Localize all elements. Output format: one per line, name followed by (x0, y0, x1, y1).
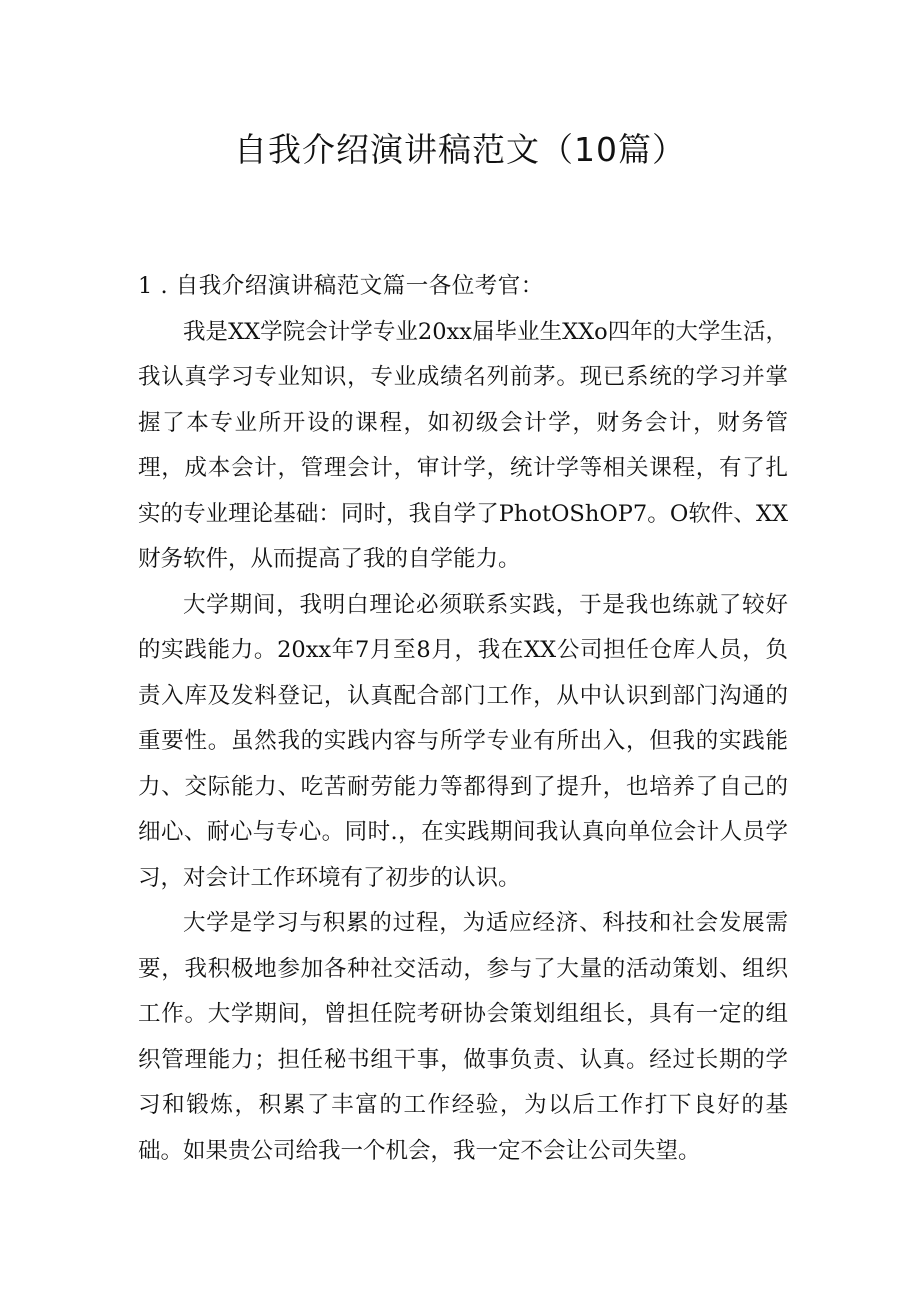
document-title: 自我介绍演讲稿范文（10篇） (234, 130, 686, 169)
section-heading: 1 . 自我介绍演讲稿范文篇一各位考官： (138, 273, 544, 299)
document-body (138, 264, 788, 1174)
paragraph-1: 我是XX学院会计学专业20xx届毕业生XXo四年的大学生活，我认真学习专业知识，专业成绩名列前茅。现已系统的学习并掌握了本专业所开设的课程，如初级会计学，财务会计，财务管理，成本会计，管理会计，审计学，统计学等相关课程，有了扎实的专业理论基础：同时，我自学了PhotOShOP7。O软件、XX财务软件，从而提高了我的自学能力。 (138, 318, 788, 572)
paragraph-2: 大学期间，我明白理论必须联系实践，于是我也练就了较好的实践能力。20xx年7月至8月，我在XX公司担任仓库人员，负责入库及发料登记，认真配合部门工作，从中认识到部门沟通的重要性。虽然我的实践内容与所学专业有所出入，但我的实践能力、交际能力、吃苦耐劳能力等都得到了提升，也培养了自己的细心、耐心与专心。同时.，在实践期间我认真向单位会计人员学习，对会计工作环境有了初步的认识。 (138, 591, 788, 891)
paragraph-3: 大学是学习与积累的过程，为适应经济、科技和社会发展需要，我积极地参加各种社交活动，参与了大量的活动策划、组织工作。大学期间，曾担任院考研协会策划组组长，具有一定的组织管理能力；担任秘书组干事，做事负责、认真。经过长期的学习和锻炼，积累了丰富的工作经验，为以后工作打下良好的基础。如果贵公司给我一个机会，我一定不会让公司失望。 (138, 910, 788, 1164)
